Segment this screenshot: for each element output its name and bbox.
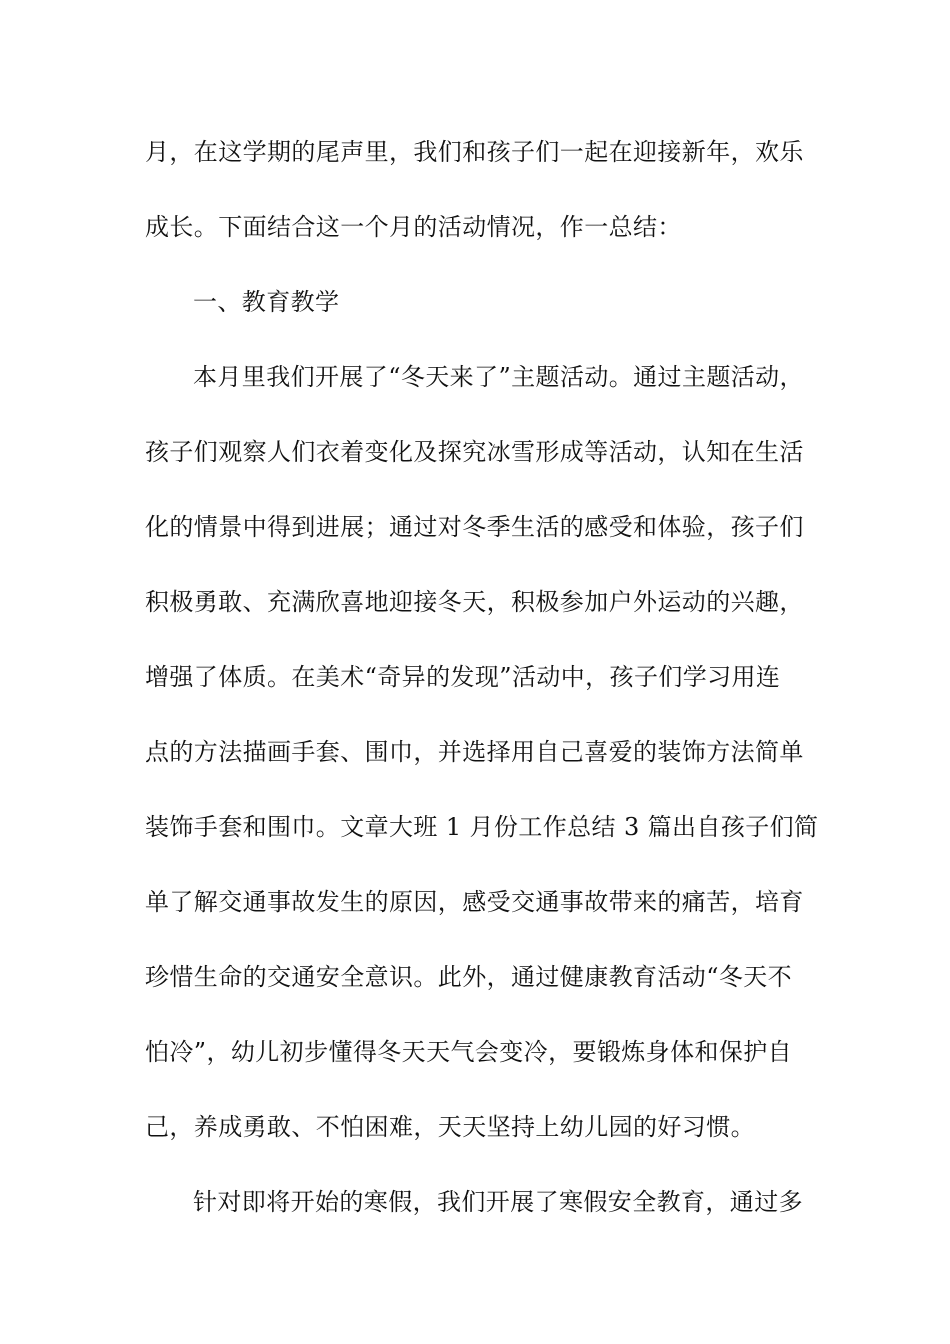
paragraph-start-line: 本月里我们开展了“冬天来了”主题活动。通过主题活动，: [193, 363, 804, 391]
body-text-line: 孩子们观察人们衣着变化及探究冰雪形成等活动，认知在生活: [145, 438, 804, 466]
body-text-line: 积极勇敢、充满欣喜地迎接冬天，积极参加户外运动的兴趣，: [145, 588, 804, 616]
body-text-line: 成长。下面结合这一个月的活动情况，作一总结：: [145, 213, 682, 241]
body-text-line: 化的情景中得到进展；通过对冬季生活的感受和体验，孩子们: [145, 513, 804, 541]
section-heading: 一、教育教学: [193, 288, 340, 316]
body-text-line: 己，养成勇敢、不怕困难，天天坚持上幼儿园的好习惯。: [145, 1113, 755, 1141]
body-text-line: 月，在这学期的尾声里，我们和孩子们一起在迎接新年，欢乐: [145, 138, 804, 166]
body-text-line: 珍惜生命的交通安全意识。此外，通过健康教育活动“冬天不: [145, 963, 793, 991]
body-text-line: 怕冷”，幼儿初步懂得冬天天气会变冷，要锻炼身体和保护自: [145, 1038, 793, 1066]
body-text-line: 装饰手套和围巾。文章大班 1 月份工作总结 3 篇出自孩子们简: [145, 813, 819, 841]
paragraph-start-line: 针对即将开始的寒假，我们开展了寒假安全教育，通过多: [193, 1188, 803, 1216]
body-text-line: 单了解交通事故发生的原因，感受交通事故带来的痛苦，培育: [145, 888, 804, 916]
body-text-line: 增强了体质。在美术“奇异的发现”活动中，孩子们学习用连: [145, 663, 781, 691]
body-text-line: 点的方法描画手套、围巾，并选择用自己喜爱的装饰方法简单: [145, 738, 804, 766]
